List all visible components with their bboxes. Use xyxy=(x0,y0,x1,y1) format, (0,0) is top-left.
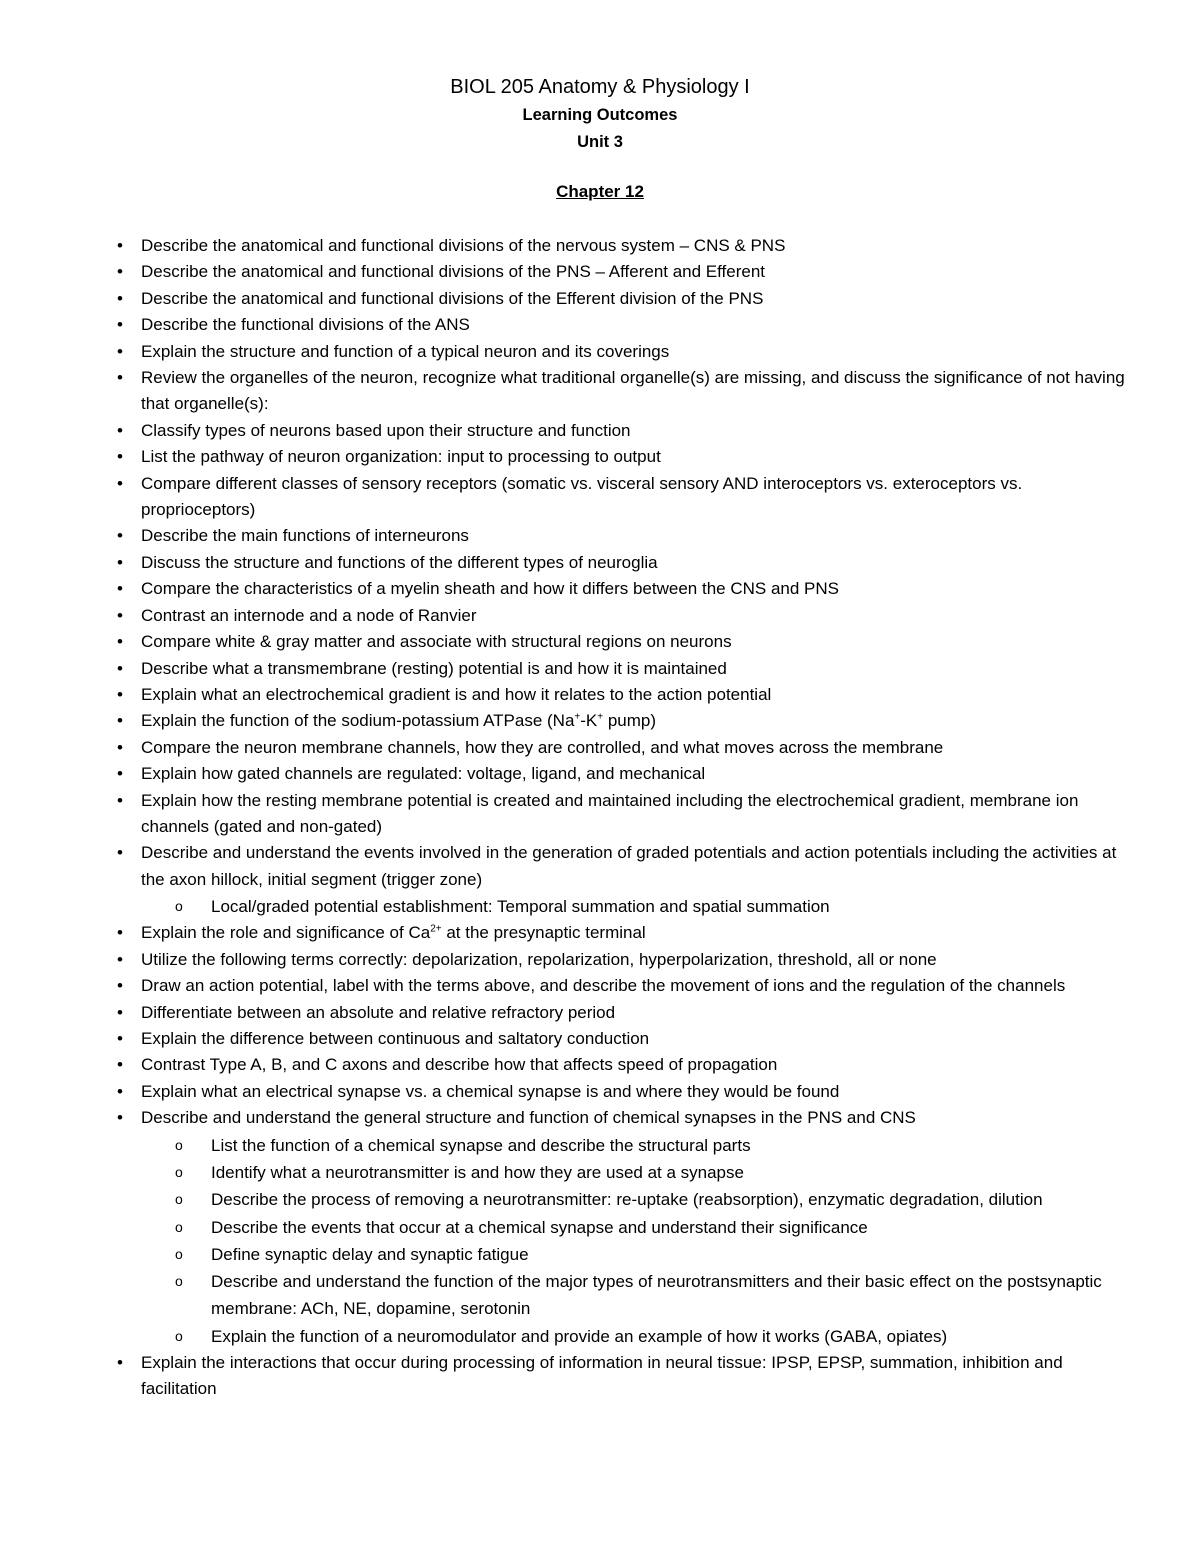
list-item-text: Describe and understand the function of the major types of neurotransmitters and their basic effect on the postsynaptic membrane: ACh, NE, dopamine, serotonin xyxy=(211,1272,1102,1319)
list-item xyxy=(0,920,1200,946)
list-item xyxy=(0,286,1200,312)
bullet-icon: • xyxy=(117,1081,123,1101)
list-item-text: Explain how gated channels are regulated: voltage, ligand, and mechanical xyxy=(141,764,706,784)
list-item-text: Compare different classes of sensory receptors (somatic vs. visceral sensory AND interoceptors vs. exteroceptors vs. proprioceptors) xyxy=(141,473,1023,520)
bullet-icon: • xyxy=(117,976,123,996)
list-item-text: Contrast Type A, B, and C axons and describe how that affects speed of propagation xyxy=(141,1055,778,1075)
bullet-icon: • xyxy=(117,341,123,361)
list-item-text: Explain the function of a neuromodulator and provide an example of how it works (GABA, opiates) xyxy=(211,1326,948,1346)
bullet-icon: • xyxy=(117,1002,123,1022)
list-item-text: Local/graded potential establishment: Temporal summation and spatial summation xyxy=(211,897,830,917)
list-item-text: Describe and understand the events involved in the generation of graded potentials and action potentials including the activities at the axon hillock, initial segment (trigger zone) xyxy=(141,843,1117,889)
list-item xyxy=(0,1350,1200,1403)
list-item xyxy=(0,576,1200,602)
list-item-text: Explain how the resting membrane potential is created and maintained including the electrochemical gradient, membrane ion channels (gated and non-gated) xyxy=(141,790,1079,836)
list-item-text: Describe the anatomical and functional divisions of the PNS – Afferent and Efferent xyxy=(141,262,766,282)
list-item xyxy=(0,603,1200,629)
bullet-icon: • xyxy=(117,658,123,678)
bullet-icon: • xyxy=(117,526,123,546)
list-item-text: Describe the main functions of interneurons xyxy=(141,526,469,546)
list-item xyxy=(0,629,1200,655)
list-item-text: Utilize the following terms correctly: depolarization, repolarization, hyperpolarization, threshold, all or none xyxy=(141,949,937,969)
circle-bullet-icon: o xyxy=(175,1327,183,1344)
list-item xyxy=(0,550,1200,576)
list-item xyxy=(0,735,1200,761)
list-item xyxy=(0,682,1200,708)
list-item-text: Compare the characteristics of a myelin sheath and how it differs between the CNS and PNS xyxy=(141,579,839,599)
bullet-icon: • xyxy=(117,1055,123,1075)
list-item xyxy=(0,973,1200,999)
list-item xyxy=(0,339,1200,365)
list-item-text: Draw an action potential, label with the terms above, and describe the movement of ions and the regulation of the channels xyxy=(141,976,1066,996)
circle-bullet-icon: o xyxy=(175,1218,183,1235)
superscript: 2+ xyxy=(430,923,442,935)
list-item-text: Explain the structure and function of a typical neuron and its coverings xyxy=(141,341,670,361)
list-item xyxy=(0,761,1200,787)
list-item-text: Identify what a neurotransmitter is and how they are used at a synapse xyxy=(211,1163,744,1182)
list-item xyxy=(0,1000,1200,1026)
list-item xyxy=(0,471,1200,524)
superscript: + xyxy=(597,711,604,723)
list-item xyxy=(0,708,1200,734)
document-title: BIOL 205 Anatomy & Physiology I xyxy=(450,76,750,98)
circle-bullet-icon: o xyxy=(175,1245,183,1262)
bullet-icon: • xyxy=(117,711,123,731)
bullet-icon: • xyxy=(117,236,123,255)
bullet-icon: • xyxy=(117,420,123,440)
list-item xyxy=(0,259,1200,285)
bullet-icon: • xyxy=(117,684,123,704)
list-item xyxy=(0,1026,1200,1052)
list-item xyxy=(0,312,1200,338)
list-item-text: Explain the function of the sodium-potassium ATPase (Na+-K+ pump) xyxy=(141,711,657,731)
sub-list-item xyxy=(0,1132,1200,1159)
list-item-text: Contrast an internode and a node of Ranvier xyxy=(141,605,477,625)
superscript: + xyxy=(574,711,581,723)
learning-outcomes-list xyxy=(0,233,1200,1403)
list-item-text: Explain what an electrochemical gradient is and how it relates to the action potential xyxy=(141,684,772,704)
list-item-text: List the pathway of neuron organization: input to processing to output xyxy=(141,447,661,467)
list-item-text: Explain the interactions that occur during processing of information in neural tissue: IPSP, EPSP, summation, inhibition and facilitation xyxy=(141,1353,1063,1399)
circle-bullet-icon: o xyxy=(175,898,183,915)
list-item-text: Describe the events that occur at a chemical synapse and understand their significance xyxy=(211,1217,868,1237)
list-item-text: List the function of a chemical synapse and describe the structural parts xyxy=(211,1135,751,1155)
bullet-icon: • xyxy=(117,632,123,652)
chapter-heading: Chapter 12 xyxy=(556,182,644,201)
list-item-text: Discuss the structure and functions of the different types of neuroglia xyxy=(141,552,658,572)
bullet-icon: • xyxy=(117,949,123,969)
list-item xyxy=(0,444,1200,470)
document-subtitle: Learning Outcomes xyxy=(522,106,678,124)
list-item-text: Compare the neuron membrane channels, how they are controlled, and what moves across the membrane xyxy=(141,737,944,757)
bullet-icon: • xyxy=(117,923,123,943)
list-item xyxy=(0,656,1200,682)
sub-list-item xyxy=(0,1186,1200,1213)
list-item xyxy=(0,788,1200,841)
bullet-icon: • xyxy=(117,447,123,467)
list-item xyxy=(0,947,1200,973)
bullet-icon: • xyxy=(117,288,123,308)
bullet-icon: • xyxy=(117,737,123,757)
bullet-icon: • xyxy=(117,552,123,572)
list-item xyxy=(0,365,1200,418)
bullet-icon: • xyxy=(117,764,123,784)
circle-bullet-icon: o xyxy=(175,1136,183,1153)
bullet-icon: • xyxy=(117,1108,123,1128)
bullet-icon: • xyxy=(117,315,123,335)
document-header xyxy=(0,72,1200,156)
bullet-icon: • xyxy=(117,843,123,863)
list-item-text: Describe the process of removing a neurotransmitter: re-uptake (reabsorption), enzymatic degradation, dilution xyxy=(211,1190,1043,1210)
sub-list-item xyxy=(0,1214,1200,1241)
list-item-text: Differentiate between an absolute and relative refractory period xyxy=(141,1002,616,1022)
circle-bullet-icon: o xyxy=(175,1191,183,1208)
list-item xyxy=(0,523,1200,549)
bullet-icon: • xyxy=(117,579,123,599)
list-item-text: Describe the functional divisions of the ANS xyxy=(141,315,470,335)
list-item-text: Describe and understand the general structure and function of chemical synapses in the PNS and CNS xyxy=(141,1108,916,1128)
sub-list-item xyxy=(0,893,1200,920)
list-item-text: Define synaptic delay and synaptic fatigue xyxy=(211,1244,529,1264)
sub-list-item xyxy=(0,1323,1200,1350)
sub-list-item xyxy=(0,1159,1200,1186)
list-item-text: Explain the role and significance of $Ca^{2+}$ at the presynaptic terminal xyxy=(141,923,646,943)
list-item-text: Compare white & gray matter and associate with structural regions on neurons xyxy=(141,632,732,652)
sub-list-item xyxy=(0,1268,1200,1323)
list-item-text: Describe the anatomical and functional divisions of the Efferent division of the PNS xyxy=(141,288,764,308)
list-item xyxy=(0,1052,1200,1078)
bullet-icon: • xyxy=(117,368,123,388)
list-item xyxy=(0,840,1200,893)
unit-label: Unit 3 xyxy=(577,133,623,151)
bullet-icon: • xyxy=(117,262,123,282)
list-item-text: Classify types of neurons based upon their structure and function xyxy=(141,420,631,440)
circle-bullet-icon: o xyxy=(175,1164,183,1180)
bullet-icon: • xyxy=(117,1353,123,1373)
list-item xyxy=(0,1079,1200,1105)
list-item xyxy=(0,233,1200,259)
bullet-icon: • xyxy=(117,790,123,810)
list-item-text: Review the organelles of the neuron, recognize what traditional organelle(s) are missing, and discuss the significance of not having that organelle(s): xyxy=(141,368,1125,414)
list-item xyxy=(0,1105,1200,1131)
sub-list-item xyxy=(0,1241,1200,1268)
circle-bullet-icon: o xyxy=(175,1273,183,1290)
list-item-text: Describe the anatomical and functional divisions of the nervous system – CNS & PNS xyxy=(141,236,786,255)
list-item-text: Explain what an electrical synapse vs. a chemical synapse is and where they would be found xyxy=(141,1081,840,1101)
bullet-icon: • xyxy=(117,473,123,493)
bullet-icon: • xyxy=(117,1029,123,1049)
list-item-text: Describe what a transmembrane (resting) potential is and how it is maintained xyxy=(141,658,727,678)
list-item-text: Explain the difference between continuous and saltatory conduction xyxy=(141,1029,650,1049)
bullet-icon: • xyxy=(117,605,123,625)
list-item xyxy=(0,418,1200,444)
